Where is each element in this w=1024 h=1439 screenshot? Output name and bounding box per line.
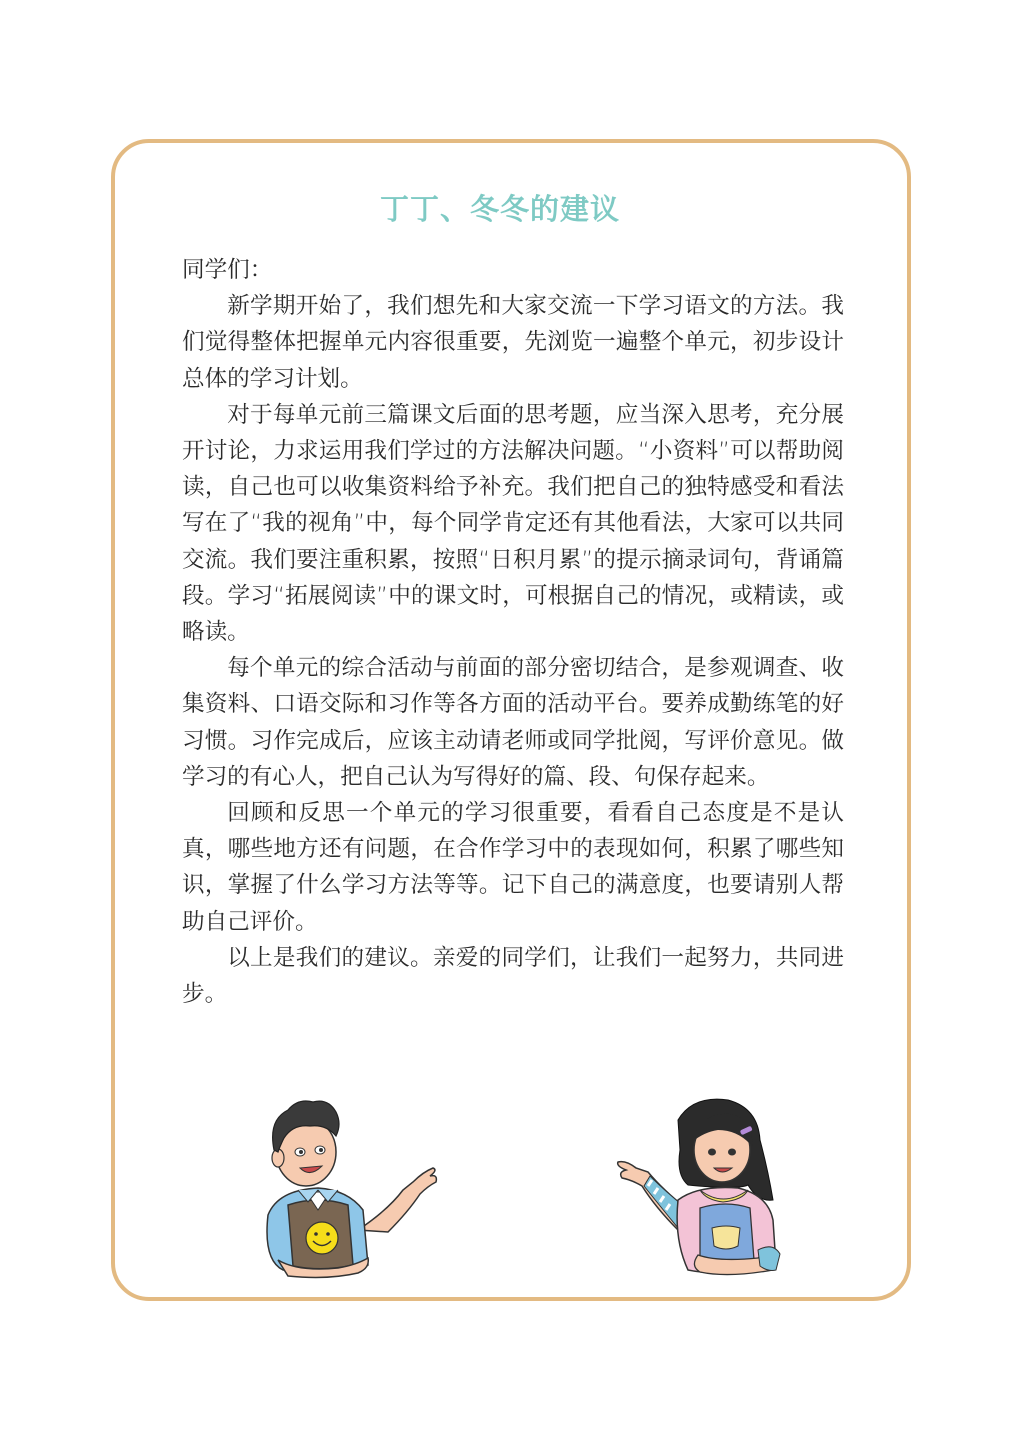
girl-illustration [608,1090,793,1280]
letter-body [182,252,844,1012]
salutation: 同学们： [182,257,273,283]
page-title: 丁丁、冬冬的建议 [379,192,620,226]
boy-illustration [238,1090,448,1280]
paragraph-1: 新学期开始了，我们想先和大家交流一下学习语文的方法。我们觉得整体把握单元内容很重要，先浏览一遍整个单元，初步设计总体的学习计划。 [182,293,844,392]
paragraph-3: 每个单元的综合活动与前面的部分密切结合，是参观调查、收集资料、口语交际和习作等各方面的活动平台。要养成勤练笔的好习惯。习作完成后，应该主动请老师或同学批阅，写评价意见。做学习的有心人，把自己认为写得好的篇、段、句保存起来。 [182,655,844,790]
paragraph-5: 以上是我们的建议。亲爱的同学们，让我们一起努力，共同进步。 [182,944,844,1008]
girl-figure-icon [608,1090,793,1280]
paragraph-4: 回顾和反思一个单元的学习很重要，看看自己态度是不是认真，哪些地方还有问题，在合作学习中的表现如何，积累了哪些知识，掌握了什么学习方法等等。记下自己的满意度，也要请别人帮助自己评价。 [182,800,844,935]
paragraph-2: 对于每单元前三篇课文后面的思考题，应当深入思考，充分展开讨论，力求运用我们学过的方法解决问题。“小资料”可以帮助阅读，自己也可以收集资料给予补充。我们把自己的独特感受和看法写在了“我的视角”中，每个同学肯定还有其他看法，大家可以共同交流。我们要注重积累，按照“日积月累”的提示摘录词句，背诵篇段。学习“拓展阅读”中的课文时，可根据自己的情况，或精读，或略读。 [182,401,844,646]
boy-figure-icon [238,1090,448,1280]
